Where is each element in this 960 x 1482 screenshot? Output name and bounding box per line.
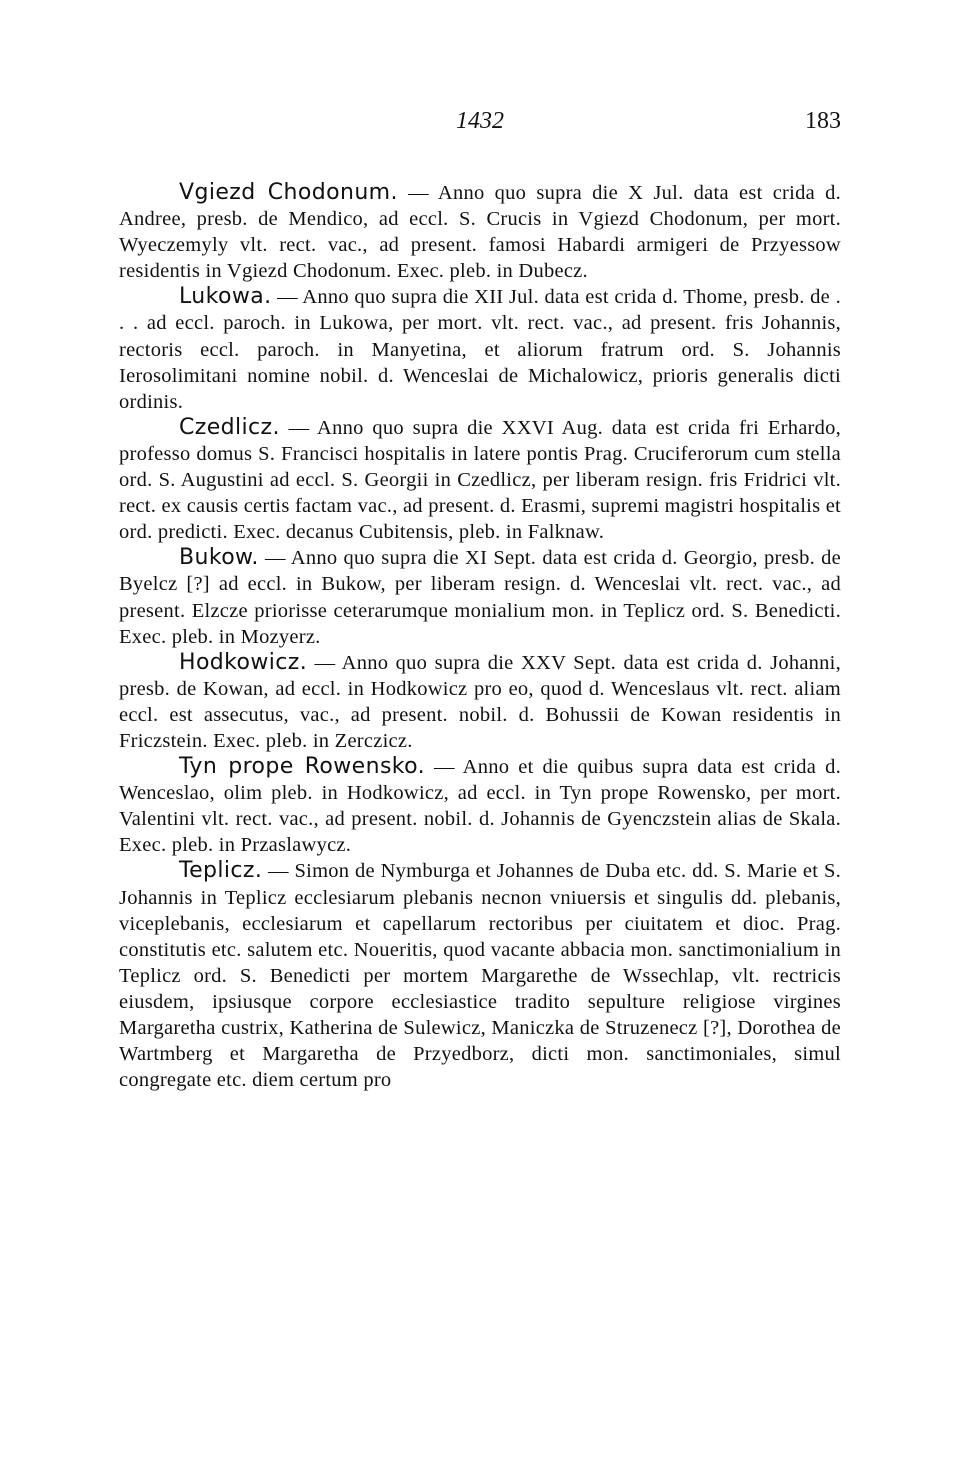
entry-heading: Czedlicz.: [179, 414, 280, 440]
entry-heading: Teplicz.: [179, 858, 263, 884]
entry-text: — Anno quo supra die X Jul. data est crida d. Andree, presb. de Mendico, ad eccl. S. Crucis in Vgiezd Chodonum, per mort. Wyeczemyly vlt. rect. vac., ad present. famosi Habardi armigeri de Przyessow residentis in Vgiezd Chodonum. Exec. pleb. in Dubecz.: [119, 182, 841, 283]
entry-text: — Anno quo supra die XI Sept. data est crida d. Georgio, presb. de Byelcz [?] ad eccl. in Bukow, per liberam resign. d. Wenceslai vlt. rect. vac., ad present. Elzcze priorisse ceterarumque monialium mon. in Teplicz ord. S. Benedicti. Exec. pleb. in Mozyerz.: [119, 547, 841, 648]
entry-heading: Vgiezd Chodonum.: [179, 180, 398, 205]
document-body: [119, 180, 841, 1093]
running-head: [119, 108, 841, 148]
entry-heading: Lukowa.: [179, 284, 272, 310]
entry-czedlicz: [119, 415, 841, 545]
entry-text: — Anno quo supra die XXV Sept. data est crida d. Johanni, presb. de Kowan, ad eccl. in Hodkowicz pro eo, quod d. Wenceslaus vlt. rect. aliam eccl. est assecutus, vac., ad present. nobil. d. Bohussii de Kowan residentis in Friczstein. Exec. pleb. in Zerczicz.: [119, 651, 841, 752]
running-head-year: 1432: [456, 108, 504, 134]
page-number: 183: [805, 108, 841, 134]
entry-bukow: [119, 545, 841, 649]
entry-text: — Anno quo supra die XII Jul. data est crida d. Thome, presb. de . . . ad eccl. paroch. in Lukowa, per mort. vlt. rect. vac., ad present. fris Johannis, rectoris eccl. paroch. in Manyetina, et aliorum fratrum ord. S. Johannis Ierosolimitani nomine nobil. d. Wenceslai de Michalowicz, prioris generalis dicti ordinis.: [119, 286, 841, 413]
entry-text: — Anno quo supra die XXVI Aug. data est crida fri Erhardo, professo domus S. Francisci hospitalis in latere pontis Prag. Cruciferorum cum stella ord. S. Augustini ad eccl. S. Georgii in Czedlicz, per liberam resign. fris Fridrici vlt. rect. ex causis certis factam vac., ad present. d. Erasmi, supremi magistri hospitalis et ord. predicti. Exec. decanus Cubitensis, pleb. in Falknaw.: [119, 416, 841, 544]
entry-heading: Hodkowicz.: [179, 649, 308, 675]
entry-teplicz: [119, 858, 841, 1093]
entry-text: — Anno et die quibus supra data est crida d. Wenceslao, olim pleb. in Hodkowicz, ad eccl. in Tyn prope Rowensko, per mort. Valentini vlt. rect. vac., ad present. nobil. d. Johannis de Gyenczstein alias de Skala. Exec. pleb. in Przaslawycz.: [119, 756, 842, 857]
entry-vgiezd-chodonum: [119, 180, 841, 284]
entry-hodkowicz: [119, 650, 841, 754]
entry-heading: Tyn prope Rowensko.: [179, 754, 426, 780]
document-page: [119, 108, 841, 1093]
entry-lukowa: [119, 284, 841, 414]
entry-heading: Bukow.: [179, 545, 259, 571]
entry-tyn-prope-rowensko: [119, 754, 841, 858]
entry-text: — Simon de Nymburga et Johannes de Duba etc. dd. S. Marie et S. Johannis in Teplicz ecclesiarum plebanis necnon vniuersis et singulis dd. plebanis, viceplebanis, ecclesiarum et capellarum rectoribus per ciuitatem et dioc. Prag. constitutis etc. salutem etc. Noueritis, quod vacante abbacia mon. sanctimonialium in Teplicz ord. S. Benedicti per mortem Margarethe de Wssechlap, vlt. rectricis eiusdem, ipsiusque corpore ecclesiastice tradito sepulture religiose virgines Margaretha custrix, Katherina de Sulewicz, Maniczka de Struzenecz [?], Dorothea de Wartmberg et Margaretha de Przyedborz, dicti mon. sanctimoniales, simul congregate etc. diem certum pro: [119, 860, 841, 1092]
